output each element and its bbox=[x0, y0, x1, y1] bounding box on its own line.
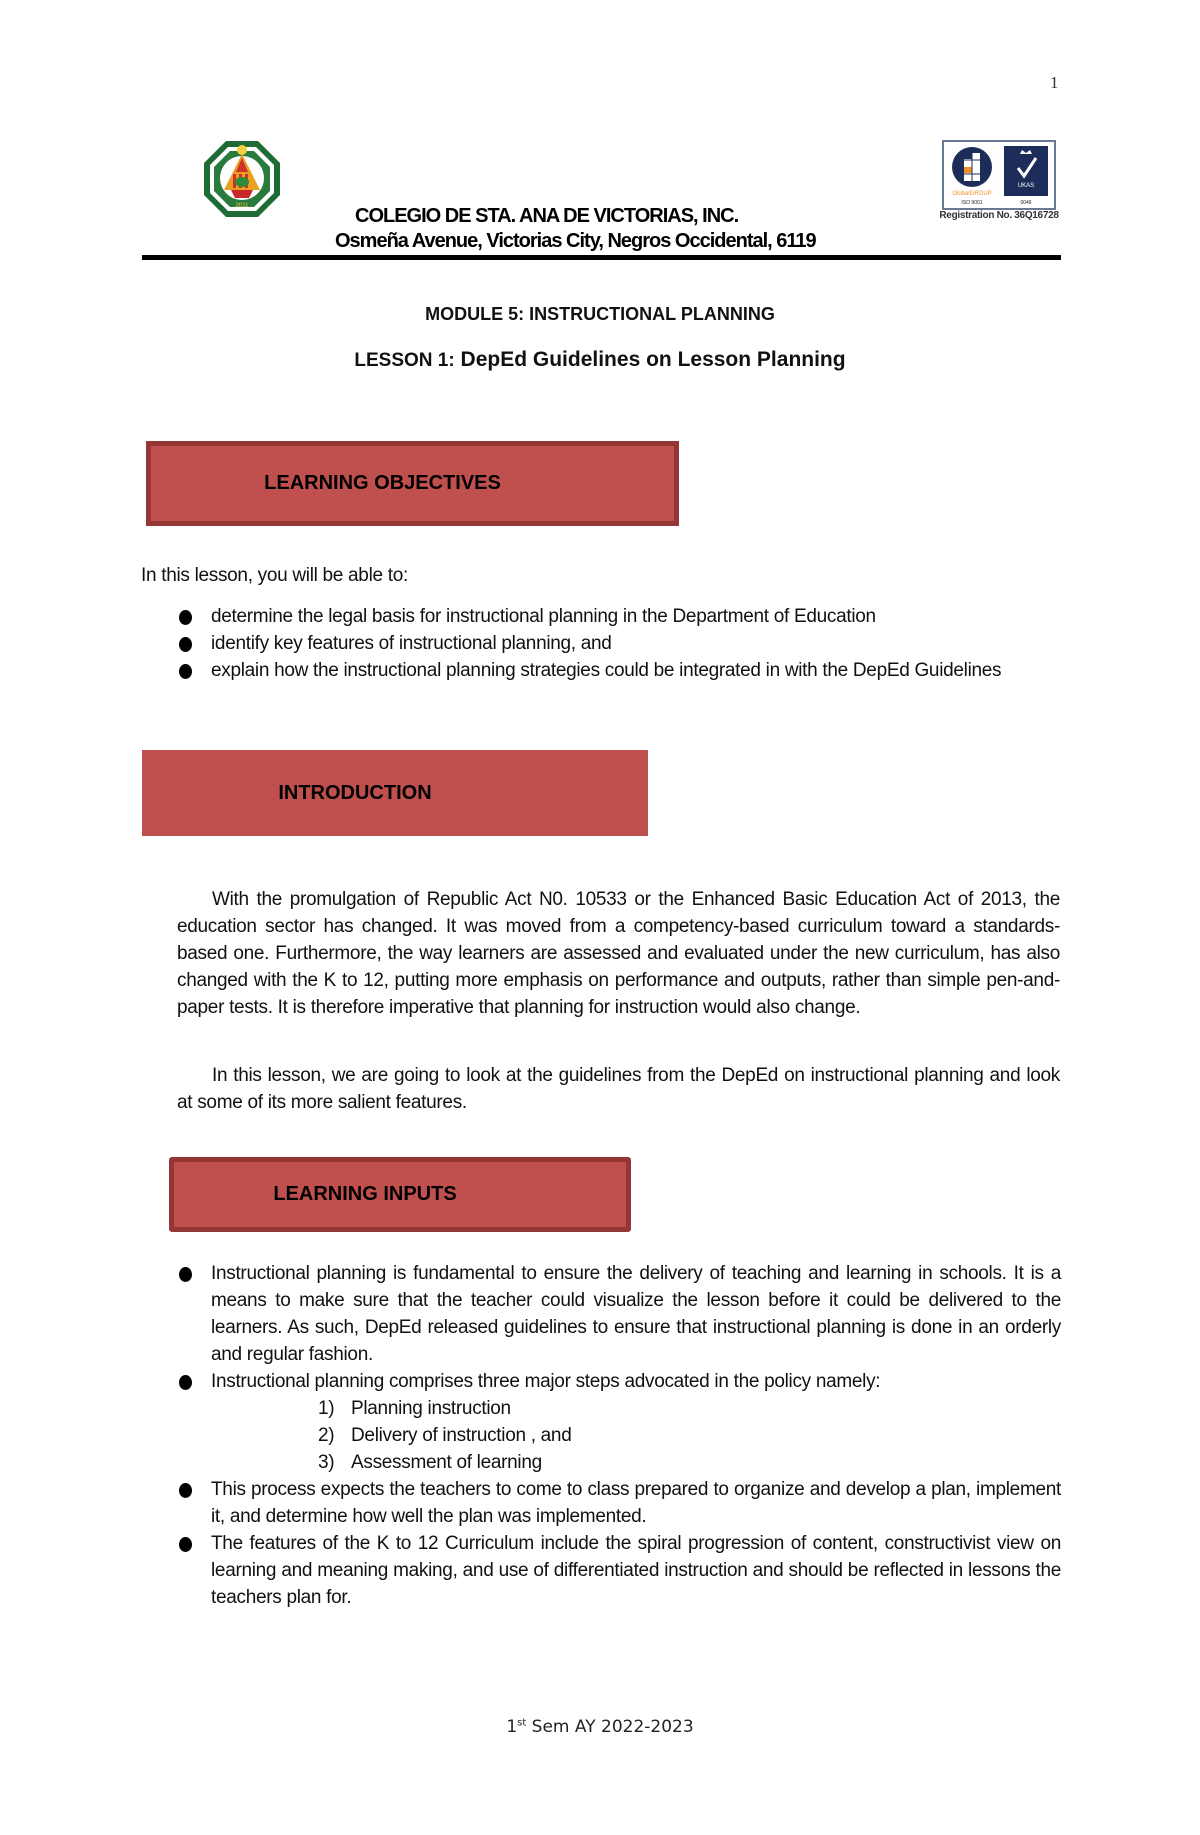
section-heading-label: INTRODUCTION bbox=[278, 781, 432, 804]
section-heading-label: LEARNING INPUTS bbox=[273, 1183, 457, 1205]
section-heading-inputs bbox=[169, 1157, 631, 1232]
bullet-icon bbox=[179, 610, 192, 625]
lesson-number: LESSON 1: bbox=[354, 350, 455, 371]
list-item: identify key features of instructional planning, and bbox=[176, 630, 1056, 657]
intro-paragraph: With the promulgation of Republic Act N0. 10533 or the Enhanced Basic Education Act of 2013, the education sector has changed. It was moved from a competency-based curriculum toward a standards-based one. Furthermore, the way learners are assessed and evaluated under the new curriculum, has also changed with the K to 12, putting more emphasis on performance and outputs, rather than simple pen-and-paper tests. It is therefore imperative that planning for instruction would also change. bbox=[177, 889, 1060, 1018]
steps-list bbox=[211, 1395, 1061, 1476]
svg-text:2011: 2011 bbox=[235, 203, 249, 209]
list-item: This process expects the teachers to come to class prepared to organize and develop a plan, implement it, and determine how well the plan was implemented. bbox=[176, 1476, 1061, 1530]
registration-number: Registration No. 36Q16728 bbox=[939, 210, 1059, 221]
list-item: The features of the K to 12 Curriculum include the spiral progression of content, constructivist view on learning and meaning making, and use of differentiated instruction and should be reflected in lessons the teachers plan for. bbox=[176, 1530, 1061, 1611]
svg-text:UKAS: UKAS bbox=[1017, 183, 1035, 189]
school-seal-icon bbox=[203, 140, 281, 218]
school-address: Osmeña Avenue, Victorias City, Negros Occidental, 6119 bbox=[335, 230, 816, 252]
bullet-icon bbox=[179, 1483, 192, 1498]
step-item: 2) Delivery of instruction , and bbox=[318, 1425, 572, 1446]
lesson-name: DepEd Guidelines on Lesson Planning bbox=[460, 348, 846, 371]
bullet-icon bbox=[179, 1375, 192, 1390]
intro-paragraph: In this lesson, we are going to look at the guidelines from the DepEd on instructional planning and look at some of its more salient features. bbox=[177, 1065, 1060, 1113]
step-item: 1) Planning instruction bbox=[318, 1398, 511, 1419]
bullet-icon bbox=[179, 664, 192, 679]
svg-text:GlobalGROUP: GlobalGROUP bbox=[952, 191, 992, 197]
list-item: explain how the instructional planning strategies could be integrated in with the DepEd Guidelines bbox=[176, 657, 1056, 684]
section-heading-introduction bbox=[142, 750, 648, 836]
list-item: Instructional planning comprises three major steps advocated in the policy namely: 1) Planning instruction 2) Delivery of instruction , and 3) Assessment of learning bbox=[176, 1368, 1061, 1476]
list-item: determine the legal basis for instructional planning in the Department of Education bbox=[176, 603, 1056, 630]
svg-text:0046: 0046 bbox=[1020, 200, 1032, 206]
school-name: COLEGIO DE STA. ANA DE VICTORIAS, INC. bbox=[355, 205, 739, 227]
objectives-list bbox=[176, 603, 1056, 684]
svg-text:ISO 9001: ISO 9001 bbox=[961, 200, 983, 206]
step-item: 3) Assessment of learning bbox=[318, 1452, 542, 1473]
section-heading-label: LEARNING OBJECTIVES bbox=[264, 472, 501, 494]
objectives-lead: In this lesson, you will be able to: bbox=[141, 565, 408, 586]
lesson-title bbox=[0, 348, 1200, 372]
bullet-icon bbox=[179, 1267, 192, 1282]
inputs-list bbox=[176, 1260, 1061, 1611]
section-heading-objectives bbox=[146, 441, 679, 526]
header-divider bbox=[142, 255, 1061, 260]
module-title: MODULE 5: INSTRUCTIONAL PLANNING bbox=[425, 304, 775, 324]
bullet-icon bbox=[179, 1537, 192, 1552]
list-item: Instructional planning is fundamental to ensure the delivery of teaching and learning in schools. It is a means to make sure that the teacher could visualize the lesson before it could be delivered to the learners. As such, DepEd released guidelines to ensure that instructional planning is done in an orderly and regular fashion. bbox=[176, 1260, 1061, 1368]
iso-certification-icon bbox=[942, 140, 1056, 210]
page-number: 1 bbox=[1050, 73, 1059, 92]
page-footer: 1st Sem AY 2022-2023 bbox=[506, 1717, 694, 1737]
bullet-icon bbox=[179, 637, 192, 652]
